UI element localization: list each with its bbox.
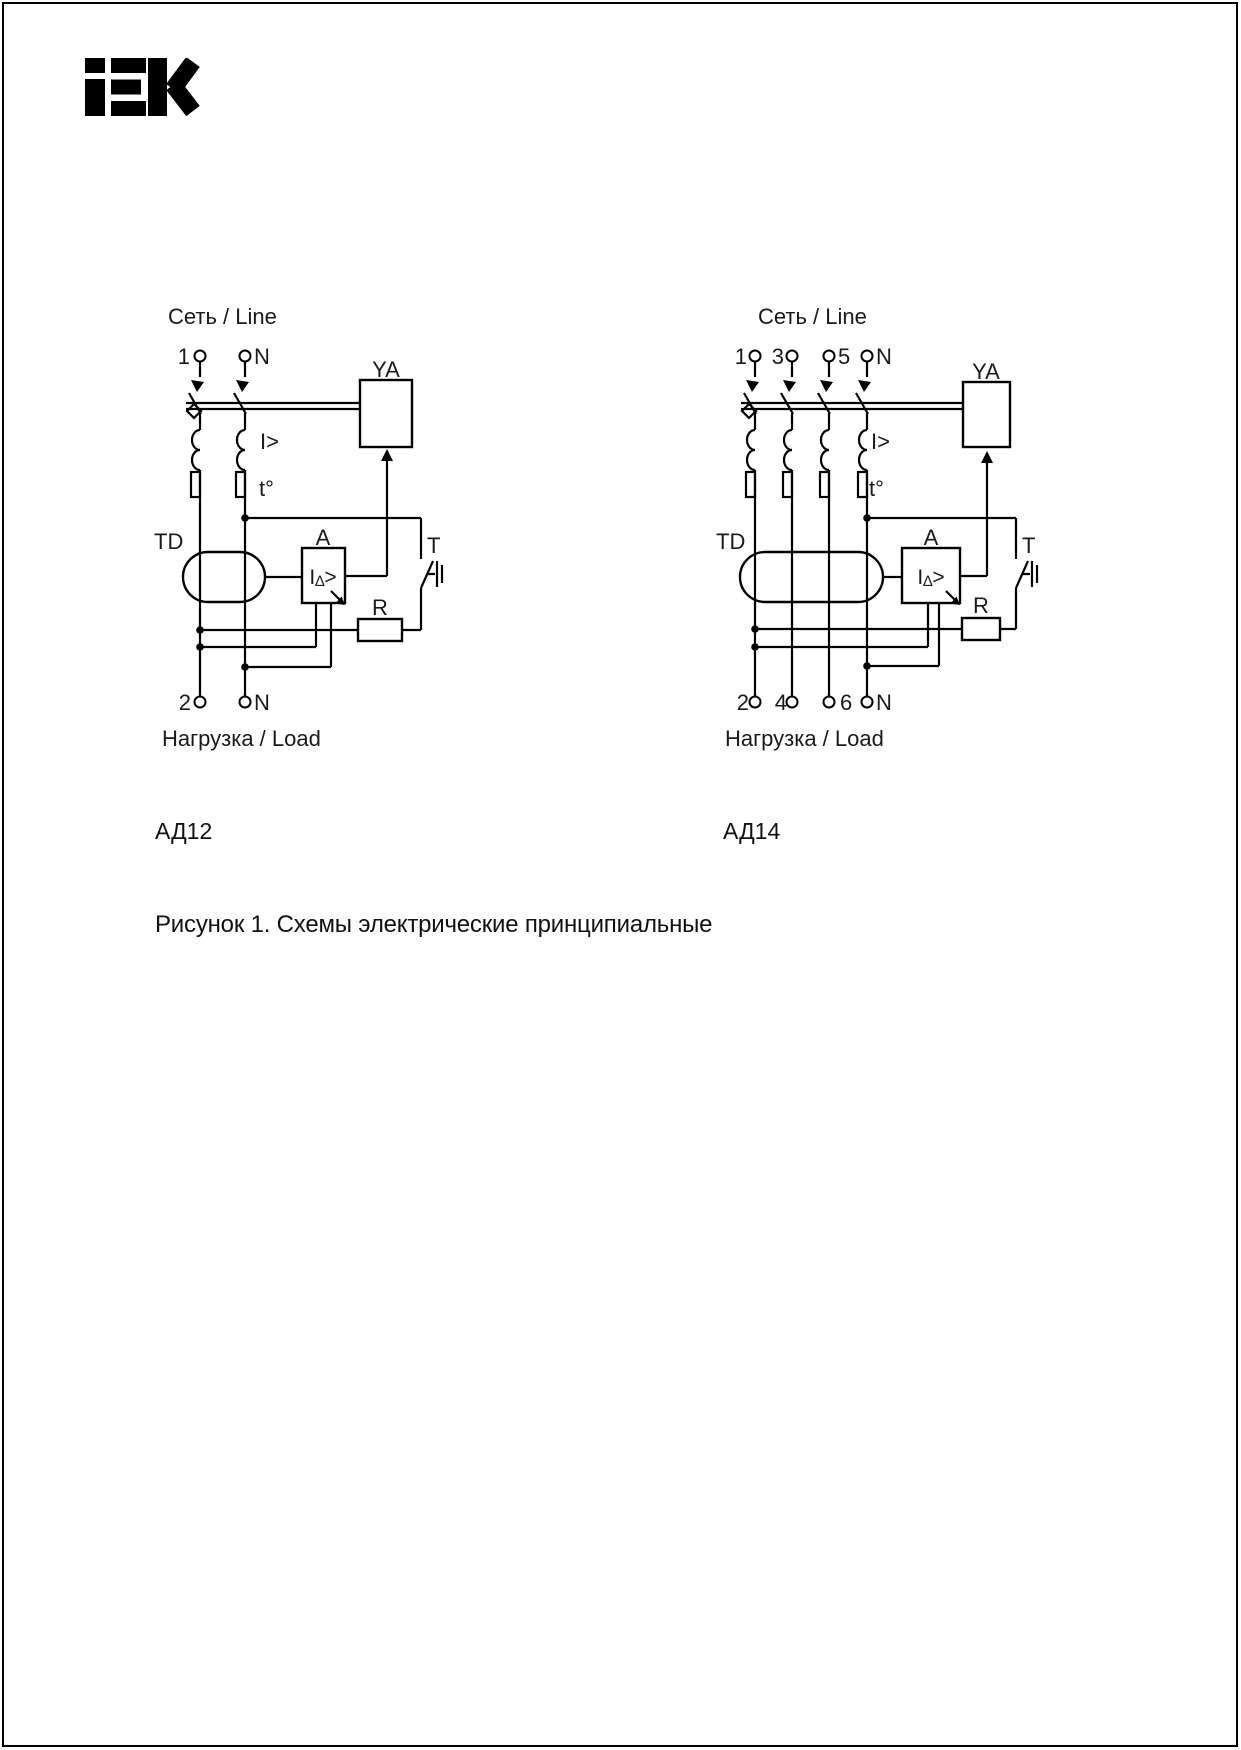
mechanical-linkage-bar — [741, 403, 963, 409]
resistor — [962, 618, 1000, 640]
load-terminal-circle — [240, 697, 251, 708]
iek-logo-letters — [85, 58, 193, 116]
contact-arrow — [820, 380, 833, 392]
logo-e-top-bar — [111, 58, 146, 73]
thermal-release — [820, 472, 829, 497]
model-label-ad14: АД14 — [723, 818, 781, 844]
line-terminal-circle — [824, 351, 835, 362]
trip-coil-label: YA — [372, 357, 400, 382]
trip-arrow-head — [981, 451, 993, 463]
terminal-label-top-1: 1 — [177, 344, 190, 369]
overcurrent-release-label: I> — [260, 429, 279, 454]
junction-dot — [751, 625, 759, 633]
detector-module-label: A — [923, 525, 939, 550]
terminal-label-bottom-2: 2 — [178, 690, 191, 715]
module-supply-wire-neutral — [245, 603, 331, 667]
resistor-label: R — [973, 593, 989, 618]
model-label-ad12: АД12 — [155, 818, 213, 844]
line-side-label: Сеть / Line — [168, 304, 277, 329]
push-button-actuator — [427, 561, 442, 587]
residual-current-symbol: I∆> — [917, 566, 945, 590]
logo-i-dot — [85, 58, 105, 73]
contact-arrow — [783, 380, 796, 392]
logo-i-stem — [85, 79, 105, 116]
load-terminal-circle — [862, 697, 873, 708]
load-terminal-circle — [787, 697, 798, 708]
terminal-label-top-n: N — [876, 344, 892, 369]
junction-dot — [196, 626, 204, 634]
magnetic-release-coil — [237, 430, 245, 470]
terminal-label-top-1: 1 — [734, 344, 747, 369]
test-button-label: T — [1022, 533, 1036, 558]
ad14-schematic — [630, 295, 1050, 760]
residual-current-symbol: I∆> — [309, 566, 337, 590]
mechanical-linkage-bar — [186, 403, 360, 409]
push-button-actuator — [1022, 561, 1037, 587]
detector-module-label: A — [315, 525, 331, 550]
thermal-release-label: t° — [259, 476, 274, 501]
logo-e-bottom-bar — [111, 101, 146, 116]
trip-coil-box — [963, 382, 1010, 447]
line-terminal-circle — [862, 351, 873, 362]
load-terminal-circle — [750, 697, 761, 708]
magnetic-release-coil — [192, 430, 200, 470]
magnetic-release-coil — [747, 430, 755, 470]
contact-arrow — [746, 380, 759, 392]
resistor — [358, 619, 402, 641]
junction-dot — [863, 662, 871, 670]
thermal-release — [191, 472, 200, 497]
ad12-schematic — [140, 295, 460, 760]
toroid-transformer — [183, 552, 265, 602]
overcurrent-release-label: I> — [871, 429, 890, 454]
trip-coil-box — [360, 380, 412, 447]
magnetic-release-coil — [821, 430, 829, 470]
thermal-release — [746, 472, 755, 497]
terminal-label-bottom-n: N — [254, 690, 270, 715]
junction-dot — [196, 643, 204, 651]
trip-arrow-head — [381, 449, 393, 461]
load-terminal-circle — [824, 697, 835, 708]
line-side-label: Сеть / Line — [758, 304, 867, 329]
magnetic-release-coil — [784, 430, 792, 470]
resistor-label: R — [372, 595, 388, 620]
toroid-label: TD — [716, 529, 746, 554]
test-button-label: T — [427, 533, 441, 558]
terminal-label-bottom-4: 4 — [774, 690, 787, 715]
iek-logo — [85, 58, 200, 116]
toroid-transformer — [740, 552, 883, 602]
junction-dot — [751, 643, 759, 651]
terminal-label-bottom-6: 6 — [840, 690, 853, 715]
logo-k-lower-arm — [173, 85, 193, 111]
line-terminal-circle — [787, 351, 798, 362]
load-side-label: Нагрузка / Load — [162, 726, 321, 751]
figure-caption: Рисунок 1. Схемы электрические принципиальные — [155, 911, 713, 938]
thermal-release-label: t° — [869, 476, 884, 501]
thermal-release — [783, 472, 792, 497]
logo-k-stem — [148, 58, 167, 116]
terminal-label-top-n: N — [254, 344, 270, 369]
load-terminal-circle — [195, 697, 206, 708]
contact-arrow — [191, 380, 204, 392]
terminal-label-bottom-2: 2 — [736, 690, 749, 715]
line-terminal-circle — [750, 351, 761, 362]
contact-arrow — [858, 380, 871, 392]
logo-e-mid-bar — [111, 80, 141, 95]
module-supply-wire-phase — [755, 603, 928, 647]
terminal-label-top-3: 3 — [771, 344, 784, 369]
line-terminal-circle — [240, 351, 251, 362]
thermal-release — [858, 472, 867, 497]
trip-coil-label: YA — [972, 359, 1000, 384]
thermal-release — [236, 472, 245, 497]
page-border — [2, 2, 1238, 1747]
junction-dot — [241, 514, 249, 522]
terminal-label-bottom-n: N — [876, 690, 892, 715]
line-terminal-circle — [195, 351, 206, 362]
magnetic-release-coil — [859, 430, 867, 470]
load-side-label: Нагрузка / Load — [725, 726, 884, 751]
junction-dot — [863, 514, 871, 522]
junction-dot — [241, 663, 249, 671]
module-supply-wire-phase — [200, 603, 316, 647]
terminal-label-top-5: 5 — [838, 344, 851, 369]
toroid-label: TD — [154, 529, 184, 554]
contact-arrow — [236, 380, 249, 392]
